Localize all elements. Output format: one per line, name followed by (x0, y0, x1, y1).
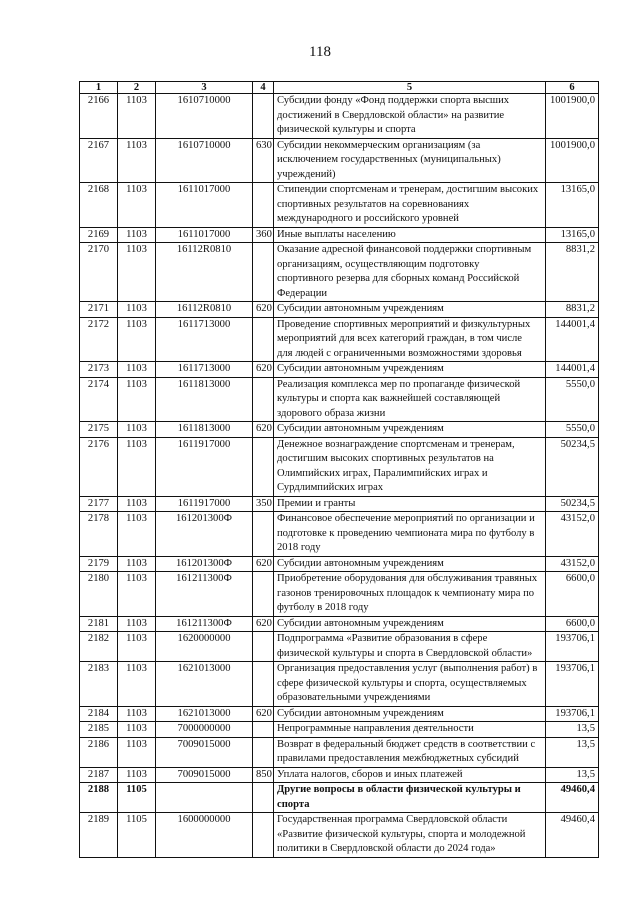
expense-type-cell: 620 (253, 362, 274, 378)
table-header-row (80, 82, 599, 94)
expense-type-cell (253, 632, 274, 662)
target-article-cell: 1611813000 (156, 377, 253, 422)
table-row (80, 496, 599, 512)
section-code-cell: 1103 (118, 377, 156, 422)
section-code-cell: 1103 (118, 243, 156, 302)
amount-cell: 1001900,0 (546, 138, 599, 183)
row-number-cell: 2166 (80, 94, 118, 139)
expense-type-cell (253, 437, 274, 496)
row-number-cell: 2177 (80, 496, 118, 512)
row-number-cell: 2189 (80, 813, 118, 858)
table-row (80, 317, 599, 362)
column-header-3: 3 (156, 82, 253, 94)
table-row (80, 706, 599, 722)
section-code-cell: 1103 (118, 183, 156, 228)
section-code-cell: 1103 (118, 512, 156, 557)
expense-type-cell (253, 572, 274, 617)
row-number-cell: 2175 (80, 422, 118, 438)
table-row (80, 813, 599, 858)
amount-cell: 6600,0 (546, 572, 599, 617)
description-cell: Государственная программа Свердловской области «Развитие физической культуры, спорта и молодежной политики в Свердловской области до 2024 года» (274, 813, 546, 858)
section-code-cell: 1103 (118, 706, 156, 722)
row-number-cell: 2178 (80, 512, 118, 557)
section-code-cell: 1103 (118, 767, 156, 783)
target-article-cell: 1611017000 (156, 183, 253, 228)
table-row (80, 377, 599, 422)
section-code-cell: 1105 (118, 813, 156, 858)
description-cell: Субсидии автономным учреждениям (274, 706, 546, 722)
description-cell: Премии и гранты (274, 496, 546, 512)
amount-cell: 13,5 (546, 767, 599, 783)
row-number-cell: 2183 (80, 662, 118, 707)
table-row (80, 437, 599, 496)
description-cell: Оказание адресной финансовой поддержки спортивным организациям, осуществляющим подготовку спортивного резерва для сборных команд Российской Федерации (274, 243, 546, 302)
description-cell: Возврат в федеральный бюджет средств в соответствии с правилами предоставления межбюджетных субсидий (274, 737, 546, 767)
expense-type-cell (253, 317, 274, 362)
row-number-cell: 2185 (80, 722, 118, 738)
amount-cell: 13165,0 (546, 183, 599, 228)
target-article-cell: 1611917000 (156, 437, 253, 496)
expense-type-cell: 630 (253, 138, 274, 183)
expense-type-cell: 620 (253, 556, 274, 572)
amount-cell: 5550,0 (546, 377, 599, 422)
amount-cell: 8831,2 (546, 243, 599, 302)
expense-type-cell (253, 512, 274, 557)
amount-cell: 43152,0 (546, 556, 599, 572)
section-code-cell: 1103 (118, 362, 156, 378)
table-row (80, 422, 599, 438)
expense-type-cell: 360 (253, 227, 274, 243)
expense-type-cell (253, 783, 274, 813)
expense-type-cell (253, 813, 274, 858)
table-row (80, 302, 599, 318)
description-cell: Реализация комплекса мер по пропаганде физической культуры и спорта как важнейшей составляющей здорового образа жизни (274, 377, 546, 422)
target-article-cell: 1620000000 (156, 632, 253, 662)
row-number-cell: 2167 (80, 138, 118, 183)
table-row (80, 632, 599, 662)
table-row (80, 572, 599, 617)
description-cell: Организация предоставления услуг (выполнения работ) в сфере физической культуры и спорта, осуществляемых образовательными учреждениями (274, 662, 546, 707)
section-code-cell: 1103 (118, 556, 156, 572)
target-article-cell (156, 783, 253, 813)
table-row (80, 783, 599, 813)
amount-cell: 13,5 (546, 737, 599, 767)
description-cell: Субсидии автономным учреждениям (274, 616, 546, 632)
target-article-cell: 1611713000 (156, 362, 253, 378)
row-number-cell: 2180 (80, 572, 118, 617)
amount-cell: 49460,4 (546, 783, 599, 813)
table-row (80, 662, 599, 707)
description-cell: Денежное вознаграждение спортсменам и тренерам, достигшим высоких спортивных результатов на Олимпийских играх, Паралимпийских играх и Сурдлимпийских играх (274, 437, 546, 496)
amount-cell: 193706,1 (546, 662, 599, 707)
amount-cell: 43152,0 (546, 512, 599, 557)
description-cell: Субсидии автономным учреждениям (274, 422, 546, 438)
expense-type-cell: 620 (253, 706, 274, 722)
description-cell: Уплата налогов, сборов и иных платежей (274, 767, 546, 783)
amount-cell: 49460,4 (546, 813, 599, 858)
expense-type-cell (253, 377, 274, 422)
amount-cell: 8831,2 (546, 302, 599, 318)
description-cell: Иные выплаты населению (274, 227, 546, 243)
section-code-cell: 1103 (118, 616, 156, 632)
section-code-cell: 1103 (118, 138, 156, 183)
page-number: 118 (309, 44, 331, 60)
expense-type-cell (253, 94, 274, 139)
expense-type-cell: 620 (253, 616, 274, 632)
target-article-cell: 1611713000 (156, 317, 253, 362)
section-code-cell: 1103 (118, 317, 156, 362)
row-number-cell: 2186 (80, 737, 118, 767)
column-header-4: 4 (253, 82, 274, 94)
target-article-cell: 1611017000 (156, 227, 253, 243)
amount-cell: 144001,4 (546, 362, 599, 378)
description-cell: Другие вопросы в области физической культуры и спорта (274, 783, 546, 813)
description-cell: Финансовое обеспечение мероприятий по организации и подготовке к проведению чемпионата мира по футболу в 2018 году (274, 512, 546, 557)
amount-cell: 193706,1 (546, 706, 599, 722)
table-row (80, 243, 599, 302)
target-article-cell: 1610710000 (156, 94, 253, 139)
section-code-cell: 1103 (118, 632, 156, 662)
table-row (80, 94, 599, 139)
section-code-cell: 1103 (118, 422, 156, 438)
row-number-cell: 2171 (80, 302, 118, 318)
row-number-cell: 2182 (80, 632, 118, 662)
column-header-1: 1 (80, 82, 118, 94)
description-cell: Проведение спортивных мероприятий и физкультурных мероприятий для всех категорий граждан, в том числе для людей с ограниченными возможностями здоровья (274, 317, 546, 362)
section-code-cell: 1103 (118, 572, 156, 617)
row-number-cell: 2188 (80, 783, 118, 813)
amount-cell: 13165,0 (546, 227, 599, 243)
amount-cell: 13,5 (546, 722, 599, 738)
amount-cell: 5550,0 (546, 422, 599, 438)
expense-type-cell (253, 722, 274, 738)
table-row (80, 138, 599, 183)
row-number-cell: 2169 (80, 227, 118, 243)
target-article-cell: 1621013000 (156, 662, 253, 707)
column-header-5: 5 (274, 82, 546, 94)
section-code-cell: 1103 (118, 437, 156, 496)
description-cell: Непрограммные направления деятельности (274, 722, 546, 738)
table-row (80, 556, 599, 572)
row-number-cell: 2172 (80, 317, 118, 362)
row-number-cell: 2187 (80, 767, 118, 783)
target-article-cell: 1611813000 (156, 422, 253, 438)
section-code-cell: 1103 (118, 722, 156, 738)
row-number-cell: 2179 (80, 556, 118, 572)
target-article-cell: 16112R0810 (156, 302, 253, 318)
description-cell: Субсидии некоммерческим организациям (за исключением государственных (муниципальных) учреждений) (274, 138, 546, 183)
budget-table (79, 81, 599, 858)
target-article-cell: 7000000000 (156, 722, 253, 738)
description-cell: Приобретение оборудования для обслуживания травяных газонов тренировочных площадок к чемпионату мира по футболу в 2018 году (274, 572, 546, 617)
column-header-6: 6 (546, 82, 599, 94)
target-article-cell: 7009015000 (156, 737, 253, 767)
row-number-cell: 2173 (80, 362, 118, 378)
target-article-cell: 161201300Ф (156, 556, 253, 572)
table-row (80, 737, 599, 767)
expense-type-cell: 620 (253, 302, 274, 318)
amount-cell: 50234,5 (546, 496, 599, 512)
table-row (80, 767, 599, 783)
target-article-cell: 1621013000 (156, 706, 253, 722)
section-code-cell: 1105 (118, 783, 156, 813)
target-article-cell: 161211300Ф (156, 616, 253, 632)
row-number-cell: 2176 (80, 437, 118, 496)
target-article-cell: 1611917000 (156, 496, 253, 512)
section-code-cell: 1103 (118, 737, 156, 767)
amount-cell: 1001900,0 (546, 94, 599, 139)
description-cell: Субсидии автономным учреждениям (274, 556, 546, 572)
table-row (80, 512, 599, 557)
expense-type-cell (253, 662, 274, 707)
column-header-2: 2 (118, 82, 156, 94)
row-number-cell: 2168 (80, 183, 118, 228)
section-code-cell: 1103 (118, 227, 156, 243)
table-row (80, 227, 599, 243)
expense-type-cell (253, 243, 274, 302)
table-row (80, 722, 599, 738)
target-article-cell: 161211300Ф (156, 572, 253, 617)
table-row (80, 183, 599, 228)
expense-type-cell: 850 (253, 767, 274, 783)
description-cell: Стипендии спортсменам и тренерам, достигшим высоких спортивных результатов на соревнованиях международного и российского уровней (274, 183, 546, 228)
section-code-cell: 1103 (118, 302, 156, 318)
table-row (80, 362, 599, 378)
section-code-cell: 1103 (118, 496, 156, 512)
row-number-cell: 2170 (80, 243, 118, 302)
amount-cell: 193706,1 (546, 632, 599, 662)
target-article-cell: 1610710000 (156, 138, 253, 183)
target-article-cell: 16112R0810 (156, 243, 253, 302)
section-code-cell: 1103 (118, 662, 156, 707)
amount-cell: 50234,5 (546, 437, 599, 496)
description-cell: Подпрограмма «Развитие образования в сфере физической культуры и спорта в Свердловской области» (274, 632, 546, 662)
row-number-cell: 2184 (80, 706, 118, 722)
target-article-cell: 7009015000 (156, 767, 253, 783)
expense-type-cell (253, 183, 274, 228)
expense-type-cell: 620 (253, 422, 274, 438)
description-cell: Субсидии автономным учреждениям (274, 362, 546, 378)
expense-type-cell (253, 737, 274, 767)
row-number-cell: 2181 (80, 616, 118, 632)
table-row (80, 616, 599, 632)
description-cell: Субсидии фонду «Фонд поддержки спорта высших достижений в Свердловской области» на развитие физической культуры и спорта (274, 94, 546, 139)
row-number-cell: 2174 (80, 377, 118, 422)
table-body (80, 94, 599, 858)
target-article-cell: 1600000000 (156, 813, 253, 858)
section-code-cell: 1103 (118, 94, 156, 139)
expense-type-cell: 350 (253, 496, 274, 512)
target-article-cell: 161201300Ф (156, 512, 253, 557)
amount-cell: 144001,4 (546, 317, 599, 362)
description-cell: Субсидии автономным учреждениям (274, 302, 546, 318)
amount-cell: 6600,0 (546, 616, 599, 632)
